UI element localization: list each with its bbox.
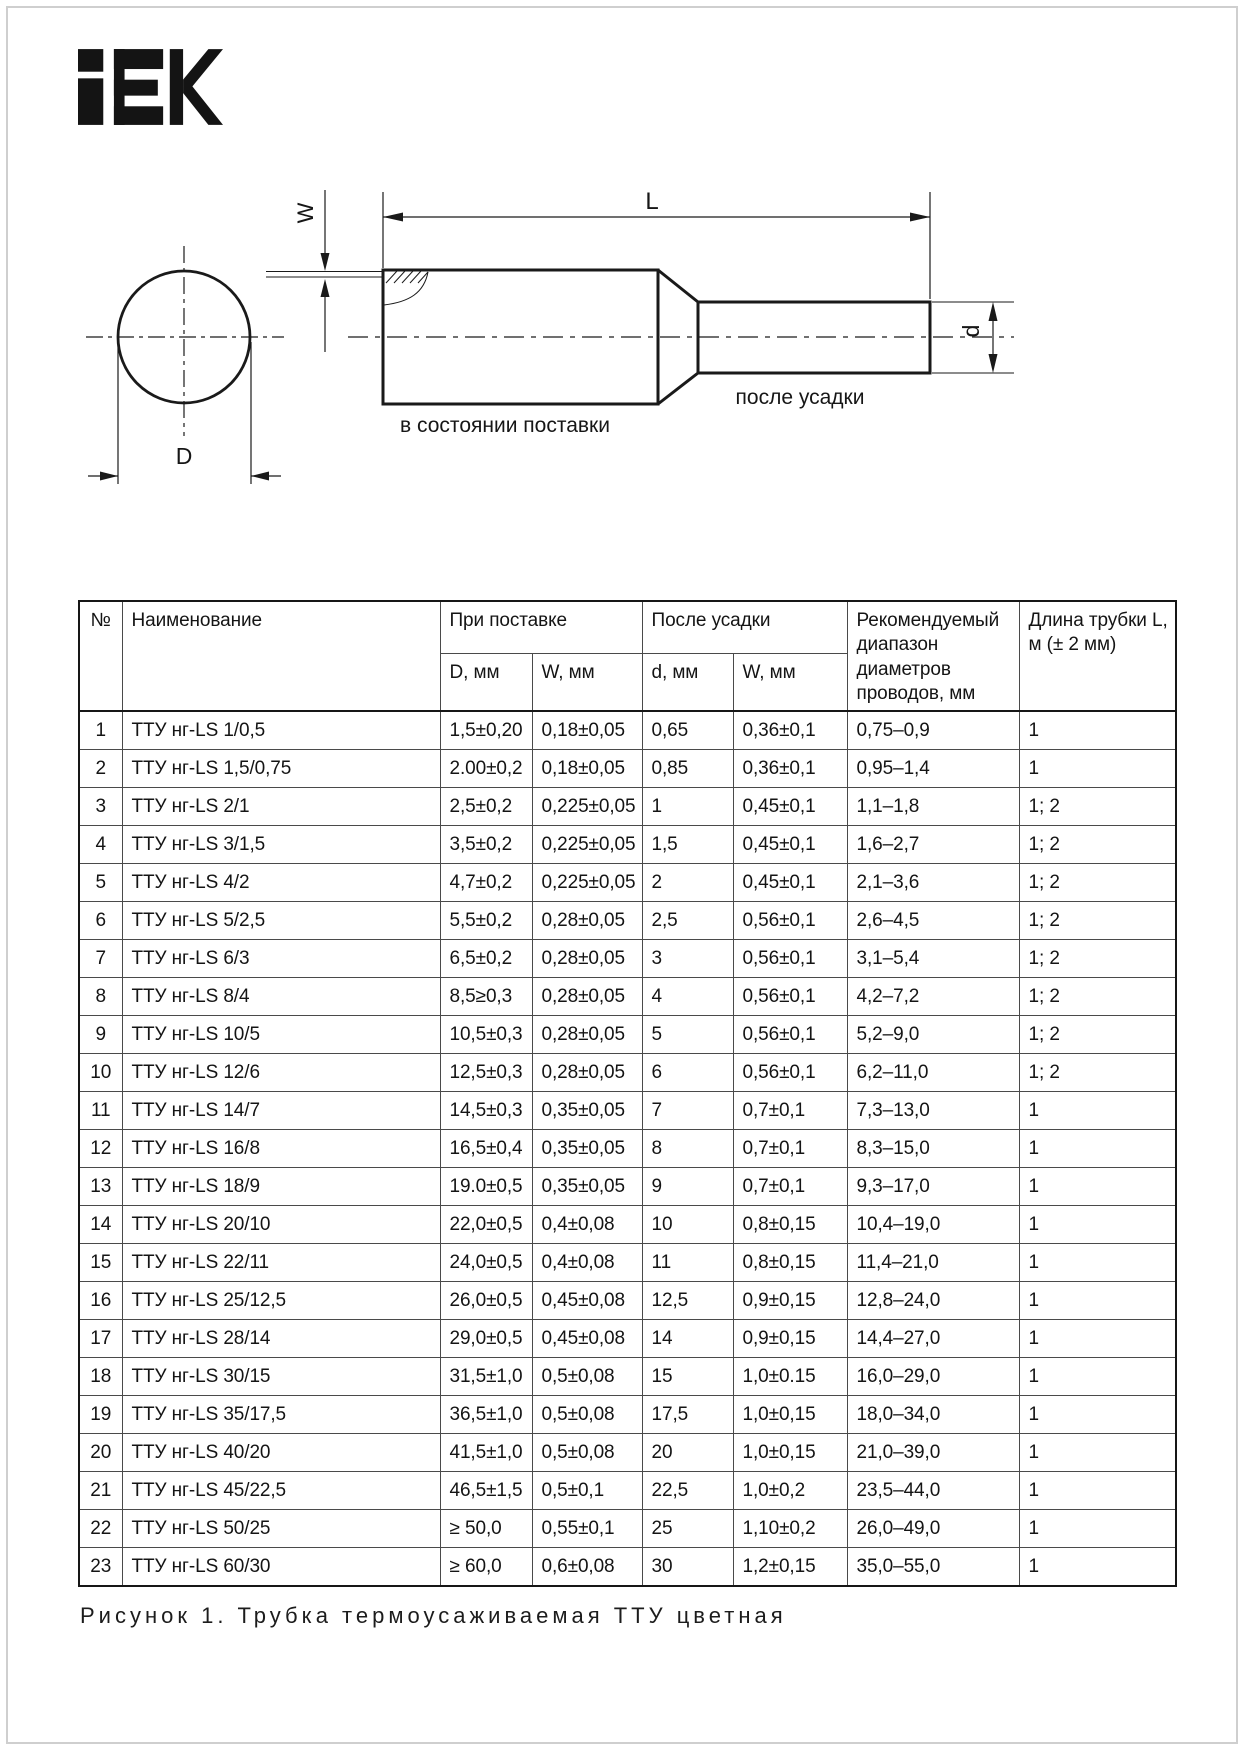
table-cell: ТТУ нг-LS 30/15 [122, 1358, 440, 1396]
table-cell: 0,45±0,08 [532, 1320, 642, 1358]
table-cell: 2.00±0,2 [440, 750, 532, 788]
table-cell: 15 [642, 1358, 733, 1396]
row-number-cell: 17 [79, 1320, 122, 1358]
table-cell: ТТУ нг-LS 40/20 [122, 1434, 440, 1472]
table-cell: 0,28±0,05 [532, 940, 642, 978]
table-cell: 10,4–19,0 [847, 1206, 1019, 1244]
table-row [79, 902, 1176, 940]
table-cell: 6,5±0,2 [440, 940, 532, 978]
table-cell: 8,3–15,0 [847, 1130, 1019, 1168]
table-cell: ТТУ нг-LS 2/1 [122, 788, 440, 826]
table-cell: 17,5 [642, 1396, 733, 1434]
table-row [79, 1282, 1176, 1320]
table-row [79, 1130, 1176, 1168]
table-cell: ТТУ нг-LS 10/5 [122, 1016, 440, 1054]
table-cell: 1 [1019, 1548, 1176, 1587]
table-cell: 0,35±0,05 [532, 1092, 642, 1130]
supply-state-label: в состоянии поставки [400, 414, 610, 437]
table-cell: ≥ 50,0 [440, 1510, 532, 1548]
table-row [79, 750, 1176, 788]
table-cell: ТТУ нг-LS 3/1,5 [122, 826, 440, 864]
table-cell: 1 [1019, 1396, 1176, 1434]
table-cell: 0,5±0,08 [532, 1396, 642, 1434]
table-cell: ТТУ нг-LS 25/12,5 [122, 1282, 440, 1320]
after-shrink-label: после усадки [735, 386, 865, 409]
table-cell: 22,5 [642, 1472, 733, 1510]
row-number-cell: 6 [79, 902, 122, 940]
table-cell: 1 [1019, 1168, 1176, 1206]
table-cell: ТТУ нг-LS 8/4 [122, 978, 440, 1016]
table-cell: ТТУ нг-LS 60/30 [122, 1548, 440, 1587]
table-cell: 7,3–13,0 [847, 1092, 1019, 1130]
table-row [79, 1358, 1176, 1396]
row-number-cell: 16 [79, 1282, 122, 1320]
row-number-cell: 12 [79, 1130, 122, 1168]
header-no: № [79, 601, 122, 711]
table-cell: 14,5±0,3 [440, 1092, 532, 1130]
table-cell: 4 [642, 978, 733, 1016]
table-cell: 2,5 [642, 902, 733, 940]
table-cell: 0,7±0,1 [733, 1168, 847, 1206]
table-cell: 18,0–34,0 [847, 1396, 1019, 1434]
table-row [79, 1244, 1176, 1282]
table-cell: ТТУ нг-LS 22/11 [122, 1244, 440, 1282]
table-cell: 0,28±0,05 [532, 1054, 642, 1092]
table-cell: 19.0±0,5 [440, 1168, 532, 1206]
table-cell: 24,0±0,5 [440, 1244, 532, 1282]
table-cell: 10 [642, 1206, 733, 1244]
table-cell: 1 [1019, 1244, 1176, 1282]
table-cell: ТТУ нг-LS 35/17,5 [122, 1396, 440, 1434]
table-cell: 1,6–2,7 [847, 826, 1019, 864]
table-cell: 25 [642, 1510, 733, 1548]
table-cell: 1 [1019, 1472, 1176, 1510]
table-cell: 1 [1019, 1510, 1176, 1548]
label-L: L [645, 188, 659, 215]
table-cell: 2,5±0,2 [440, 788, 532, 826]
table-cell: 1,1–1,8 [847, 788, 1019, 826]
table-cell: 0,8±0,15 [733, 1206, 847, 1244]
table-cell: 0,225±0,05 [532, 788, 642, 826]
table-cell: 36,5±1,0 [440, 1396, 532, 1434]
row-number-cell: 3 [79, 788, 122, 826]
table-cell: 2,6–4,5 [847, 902, 1019, 940]
table-row [79, 1320, 1176, 1358]
table-cell: 0,55±0,1 [532, 1510, 642, 1548]
header-supply-group: При поставке [440, 601, 642, 654]
table-cell: 0,5±0,08 [532, 1358, 642, 1396]
table-cell: 0,45±0,1 [733, 788, 847, 826]
table-cell: ТТУ нг-LS 6/3 [122, 940, 440, 978]
row-number-cell: 15 [79, 1244, 122, 1282]
row-number-cell: 1 [79, 711, 122, 750]
table-cell: 0,56±0,1 [733, 1054, 847, 1092]
table-row [79, 1396, 1176, 1434]
table-cell: 0,4±0,08 [532, 1206, 642, 1244]
table-cell: 1; 2 [1019, 788, 1176, 826]
table-cell: 23,5–44,0 [847, 1472, 1019, 1510]
spec-table [78, 600, 1177, 1587]
table-cell: 16,0–29,0 [847, 1358, 1019, 1396]
table-cell: 0,35±0,05 [532, 1130, 642, 1168]
row-number-cell: 2 [79, 750, 122, 788]
table-cell: 12,8–24,0 [847, 1282, 1019, 1320]
table-cell: 1,10±0,2 [733, 1510, 847, 1548]
table-cell: ТТУ нг-LS 5/2,5 [122, 902, 440, 940]
row-number-cell: 5 [79, 864, 122, 902]
table-row [79, 1016, 1176, 1054]
table-row [79, 1434, 1176, 1472]
row-number-cell: 7 [79, 940, 122, 978]
table-cell: 1; 2 [1019, 978, 1176, 1016]
table-cell: 0,45±0,1 [733, 864, 847, 902]
table-row [79, 1206, 1176, 1244]
header-supply-W: W, мм [532, 654, 642, 712]
cross-section-circle [86, 246, 284, 436]
table-cell: 31,5±1,0 [440, 1358, 532, 1396]
table-cell: ТТУ нг-LS 45/22,5 [122, 1472, 440, 1510]
header-shrunk-d: d, мм [642, 654, 733, 712]
header-shrunk-group: После усадки [642, 601, 847, 654]
row-number-cell: 10 [79, 1054, 122, 1092]
table-cell: 0,28±0,05 [532, 902, 642, 940]
table-cell: 4,7±0,2 [440, 864, 532, 902]
table-cell: 0,45±0,1 [733, 826, 847, 864]
wall-cutaway-hatch [384, 271, 428, 305]
table-cell: 12,5 [642, 1282, 733, 1320]
table-cell: ТТУ нг-LS 14/7 [122, 1092, 440, 1130]
table-row [79, 1054, 1176, 1092]
header-supply-D: D, мм [440, 654, 532, 712]
table-row [79, 788, 1176, 826]
table-cell: 0,36±0,1 [733, 750, 847, 788]
row-number-cell: 11 [79, 1092, 122, 1130]
table-cell: 6 [642, 1054, 733, 1092]
table-cell: 8,5≥0,3 [440, 978, 532, 1016]
label-W: W [293, 202, 318, 224]
table-cell: 9,3–17,0 [847, 1168, 1019, 1206]
table-cell: ТТУ нг-LS 12/6 [122, 1054, 440, 1092]
table-cell: 1,0±0,2 [733, 1472, 847, 1510]
figure-caption: Рисунок 1. Трубка термоусаживаемая ТТУ цветная [80, 1603, 787, 1628]
table-cell: 0,4±0,08 [532, 1244, 642, 1282]
table-cell: 1,0±0.15 [733, 1358, 847, 1396]
row-number-cell: 8 [79, 978, 122, 1016]
table-cell: ТТУ нг-LS 1,5/0,75 [122, 750, 440, 788]
dimension-W [266, 190, 383, 352]
label-D: D [175, 443, 193, 469]
table-cell: 11 [642, 1244, 733, 1282]
table-cell: 1; 2 [1019, 1016, 1176, 1054]
table-cell: 9 [642, 1168, 733, 1206]
table-cell: 1 [1019, 1320, 1176, 1358]
table-cell: 1; 2 [1019, 1054, 1176, 1092]
table-cell: 1,5 [642, 826, 733, 864]
table-cell: 0,225±0,05 [532, 864, 642, 902]
table-cell: 1 [1019, 1092, 1176, 1130]
table-cell: 22,0±0,5 [440, 1206, 532, 1244]
table-cell: ТТУ нг-LS 1/0,5 [122, 711, 440, 750]
row-number-cell: 9 [79, 1016, 122, 1054]
table-row [79, 1168, 1176, 1206]
table-cell: 1; 2 [1019, 864, 1176, 902]
table-cell: 0,18±0,05 [532, 711, 642, 750]
table-cell: ≥ 60,0 [440, 1548, 532, 1587]
table-cell: 0,7±0,1 [733, 1092, 847, 1130]
table-cell: 3,5±0,2 [440, 826, 532, 864]
table-cell: 5,2–9,0 [847, 1016, 1019, 1054]
table-cell: 1; 2 [1019, 902, 1176, 940]
table-cell: 3 [642, 940, 733, 978]
technical-drawing [0, 0, 1244, 530]
table-cell: 12,5±0,3 [440, 1054, 532, 1092]
table-cell: 21,0–39,0 [847, 1434, 1019, 1472]
table-cell: 0,85 [642, 750, 733, 788]
table-cell: 0,75–0,9 [847, 711, 1019, 750]
table-row [79, 826, 1176, 864]
table-cell: ТТУ нг-LS 28/14 [122, 1320, 440, 1358]
table-cell: 1 [1019, 1130, 1176, 1168]
table-cell: 2,1–3,6 [847, 864, 1019, 902]
table-cell: 16,5±0,4 [440, 1130, 532, 1168]
table-row [79, 1548, 1176, 1587]
table-cell: 26,0–49,0 [847, 1510, 1019, 1548]
table-row [79, 711, 1176, 750]
table-cell: 1; 2 [1019, 826, 1176, 864]
table-cell: 5,5±0,2 [440, 902, 532, 940]
table-cell: 46,5±1,5 [440, 1472, 532, 1510]
table-cell: 0,225±0,05 [532, 826, 642, 864]
row-number-cell: 14 [79, 1206, 122, 1244]
table-cell: ТТУ нг-LS 18/9 [122, 1168, 440, 1206]
header-tube-length: Длина трубки L, м (± 2 мм) [1019, 601, 1176, 711]
table-cell: 11,4–21,0 [847, 1244, 1019, 1282]
table-cell: 0,56±0,1 [733, 902, 847, 940]
table-cell: 41,5±1,0 [440, 1434, 532, 1472]
table-cell: ТТУ нг-LS 20/10 [122, 1206, 440, 1244]
table-cell: 1; 2 [1019, 940, 1176, 978]
header-wire-range: Рекомендуемый диапазон диаметров проводов, мм [847, 601, 1019, 711]
table-cell: 1,5±0,20 [440, 711, 532, 750]
table-cell: 1 [642, 788, 733, 826]
table-cell: 6,2–11,0 [847, 1054, 1019, 1092]
table-cell: ТТУ нг-LS 50/25 [122, 1510, 440, 1548]
table-cell: 0,5±0,1 [532, 1472, 642, 1510]
table-cell: 0,9±0,15 [733, 1282, 847, 1320]
row-number-cell: 21 [79, 1472, 122, 1510]
table-cell: 0,56±0,1 [733, 1016, 847, 1054]
table-cell: 29,0±0,5 [440, 1320, 532, 1358]
row-number-cell: 13 [79, 1168, 122, 1206]
table-cell: 0,5±0,08 [532, 1434, 642, 1472]
table-cell: 30 [642, 1548, 733, 1587]
table-cell: 0,18±0,05 [532, 750, 642, 788]
label-d: d [958, 324, 984, 338]
table-cell: 2 [642, 864, 733, 902]
row-number-cell: 19 [79, 1396, 122, 1434]
table-cell: 1,2±0,15 [733, 1548, 847, 1587]
table-cell: 1 [1019, 1358, 1176, 1396]
table-cell: 0,45±0,08 [532, 1282, 642, 1320]
table-cell: 20 [642, 1434, 733, 1472]
table-cell: 26,0±0,5 [440, 1282, 532, 1320]
row-number-cell: 18 [79, 1358, 122, 1396]
row-number-cell: 20 [79, 1434, 122, 1472]
table-cell: ТТУ нг-LS 4/2 [122, 864, 440, 902]
table-cell: 1 [1019, 711, 1176, 750]
table-row [79, 1510, 1176, 1548]
table-row [79, 1092, 1176, 1130]
table-row [79, 978, 1176, 1016]
table-cell: 1 [1019, 750, 1176, 788]
spec-table-body [79, 711, 1176, 1586]
row-number-cell: 22 [79, 1510, 122, 1548]
table-cell: 1 [1019, 1434, 1176, 1472]
table-cell: 14,4–27,0 [847, 1320, 1019, 1358]
table-cell: 0,9±0,15 [733, 1320, 847, 1358]
header-shrunk-W: W, мм [733, 654, 847, 712]
table-cell: ТТУ нг-LS 16/8 [122, 1130, 440, 1168]
table-row [79, 864, 1176, 902]
row-number-cell: 4 [79, 826, 122, 864]
table-cell: 1 [1019, 1282, 1176, 1320]
table-cell: 10,5±0,3 [440, 1016, 532, 1054]
table-cell: 0,28±0,05 [532, 978, 642, 1016]
table-cell: 1,0±0,15 [733, 1396, 847, 1434]
table-cell: 0,56±0,1 [733, 940, 847, 978]
table-cell: 7 [642, 1092, 733, 1130]
table-cell: 0,56±0,1 [733, 978, 847, 1016]
table-cell: 0,28±0,05 [532, 1016, 642, 1054]
table-cell: 1,0±0,15 [733, 1434, 847, 1472]
table-cell: 35,0–55,0 [847, 1548, 1019, 1587]
table-cell: 1 [1019, 1206, 1176, 1244]
table-cell: 0,6±0,08 [532, 1548, 642, 1587]
table-cell: 0,35±0,05 [532, 1168, 642, 1206]
table-cell: 0,36±0,1 [733, 711, 847, 750]
table-cell: 0,65 [642, 711, 733, 750]
row-number-cell: 23 [79, 1548, 122, 1587]
table-cell: 8 [642, 1130, 733, 1168]
table-cell: 5 [642, 1016, 733, 1054]
table-cell: 0,8±0,15 [733, 1244, 847, 1282]
table-cell: 0,7±0,1 [733, 1130, 847, 1168]
header-name: Наименование [122, 601, 440, 711]
table-cell: 14 [642, 1320, 733, 1358]
table-row [79, 1472, 1176, 1510]
table-cell: 0,95–1,4 [847, 750, 1019, 788]
table-row [79, 940, 1176, 978]
table-cell: 3,1–5,4 [847, 940, 1019, 978]
table-cell: 4,2–7,2 [847, 978, 1019, 1016]
